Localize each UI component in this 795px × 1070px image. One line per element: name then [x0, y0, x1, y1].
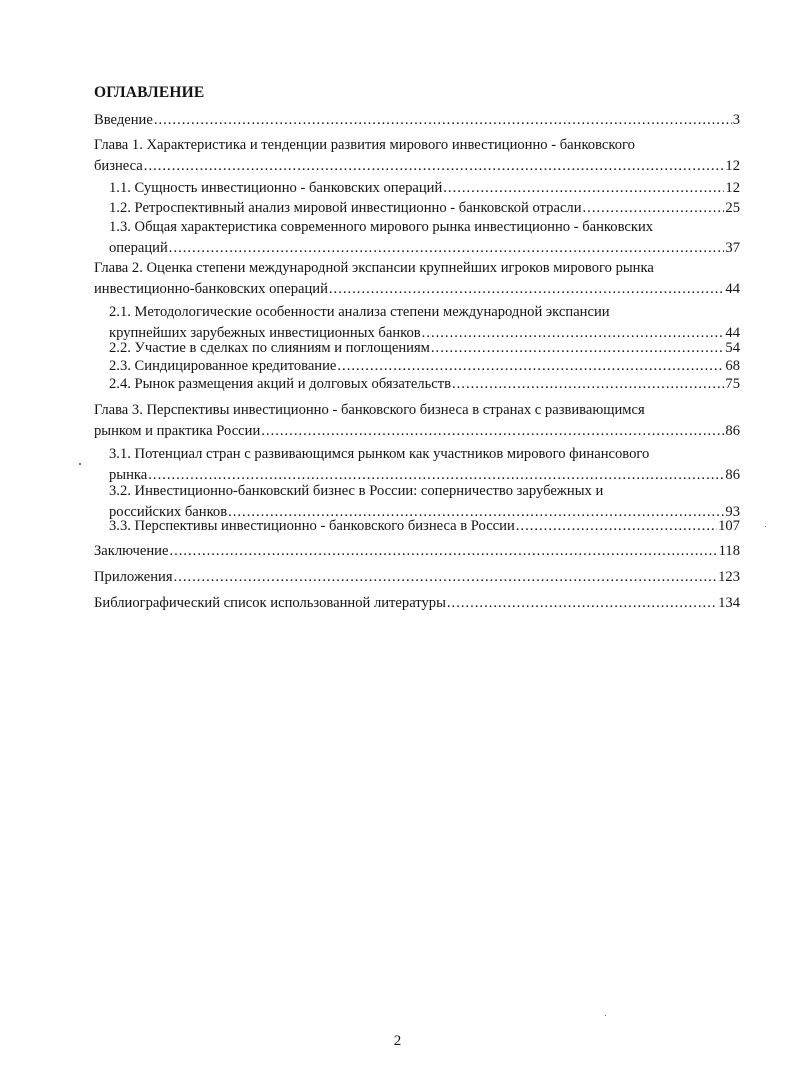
- page-number: 2: [393, 1033, 402, 1049]
- dot-leader: [261, 421, 724, 442]
- toc-page-number: 68: [725, 358, 740, 374]
- toc-page-number: 86: [725, 467, 740, 483]
- scan-speck: [605, 1015, 606, 1016]
- toc-line: [94, 567, 740, 588]
- toc-line: [109, 516, 740, 537]
- toc-entry-text: Глава 1. Характеристика и тенденции развития мирового инвестиционно - банковского: [94, 137, 635, 153]
- toc-line: [94, 279, 740, 300]
- toc-entry-text: 2.3. Синдицированное кредитование: [109, 358, 337, 374]
- toc-entry-text: 2.2. Участие в сделках по слияниям и поглощениям: [109, 340, 430, 356]
- toc-page-number: 86: [725, 423, 740, 439]
- dot-leader: [169, 238, 725, 259]
- dot-leader: [583, 198, 725, 219]
- toc-line: [109, 198, 740, 219]
- toc-entry-chapter-3: [94, 400, 740, 442]
- toc-page-number: 12: [725, 180, 740, 196]
- dot-leader: [452, 374, 724, 395]
- toc-entry-text: 1.3. Общая характеристика современного мирового рынка инвестиционно - банковских: [109, 219, 654, 235]
- toc-entry-text: 1.1. Сущность инвестиционно - банковских операций: [109, 180, 443, 196]
- toc-page-number: 75: [725, 376, 740, 392]
- toc-entry-text: Глава 2. Оценка степени международной экспансии крупнейших игроков мирового рынка: [94, 260, 654, 276]
- toc-line: [94, 593, 740, 614]
- toc-page-number: 123: [718, 569, 740, 585]
- toc-entry-text: операций: [109, 240, 168, 256]
- toc-line: [94, 421, 740, 442]
- toc-page-number: 37: [725, 240, 740, 256]
- dot-leader: [516, 516, 717, 537]
- toc-entry-text: 3.1. Потенциал стран с развивающимся рынком как участников мирового финансового: [109, 446, 650, 462]
- toc-entry-intro: [94, 110, 740, 131]
- toc-entry-section-1-1: [109, 178, 740, 199]
- toc-entry-text: Заключение: [94, 543, 169, 559]
- toc-title: ОГЛАВЛЕНИЕ: [94, 84, 205, 101]
- toc-entry-conclusion: [94, 541, 740, 562]
- scan-speck: [79, 463, 81, 465]
- toc-page-number: 93: [725, 504, 740, 520]
- toc-page-number: 107: [718, 518, 740, 534]
- toc-line: [109, 178, 740, 199]
- toc-entry-text: Введение: [94, 112, 153, 128]
- toc-page-number: 54: [725, 340, 740, 356]
- toc-entry-text: рынка: [109, 467, 148, 483]
- toc-line: [94, 541, 740, 562]
- toc-entry-section-3-1: [109, 444, 740, 486]
- toc-line: [109, 238, 740, 259]
- toc-entry-text: рынком и практика России: [94, 423, 261, 439]
- dot-leader: [154, 110, 732, 131]
- dot-leader: [329, 279, 725, 300]
- toc-entry-text: инвестиционно-банковских операций: [94, 281, 328, 297]
- toc-line: [94, 156, 740, 177]
- toc-entry-text: российских банков: [109, 504, 228, 520]
- toc-entry-text: Приложения: [94, 569, 173, 585]
- toc-entry-appendices: [94, 567, 740, 588]
- toc-entry-chapter-2: [94, 258, 740, 300]
- dot-leader: [169, 541, 717, 562]
- toc-entry-text: 3.3. Перспективы инвестиционно - банковского бизнеса в России: [109, 518, 515, 534]
- toc-entry-text: 1.2. Ретроспективный анализ мировой инвестиционно - банковской отрасли: [109, 200, 582, 216]
- toc-entry-section-1-2: [109, 198, 740, 219]
- toc-page-number: 3: [732, 112, 740, 128]
- toc-entry-text: Глава 3. Перспективы инвестиционно - банковского бизнеса в странах с развивающимся: [94, 402, 645, 418]
- dot-leader: [443, 178, 724, 199]
- dot-leader: [447, 593, 717, 614]
- toc-page-number: 12: [725, 158, 740, 174]
- toc-page-number: 44: [725, 281, 740, 297]
- toc-entry-text: 2.1. Методологические особенности анализа степени международной экспансии: [109, 304, 610, 320]
- toc-line: [109, 374, 740, 395]
- toc-entry-text: 2.4. Рынок размещения акций и долговых обязательств: [109, 376, 451, 392]
- toc-entry-section-1-3: [109, 217, 740, 259]
- toc-entry-text: 3.2. Инвестиционно-банковский бизнес в России: соперничество зарубежных и: [109, 483, 604, 499]
- scan-speck: [765, 526, 766, 527]
- toc-entry-section-2-4: [109, 374, 740, 395]
- toc-page-number: 118: [718, 543, 740, 559]
- toc-page-number: 134: [718, 595, 740, 611]
- dot-leader: [144, 156, 725, 177]
- toc-entry-section-3-3: [109, 516, 740, 537]
- toc-entry-text: крупнейших зарубежных инвестиционных банков: [109, 325, 421, 341]
- toc-line: [94, 110, 740, 131]
- toc-page-number: 25: [725, 200, 740, 216]
- toc-entry-bibliography: [94, 593, 740, 614]
- toc-entry-chapter-1: [94, 135, 740, 177]
- toc-page-number: 44: [725, 325, 740, 341]
- toc-entry-text: Библиографический список использованной литературы: [94, 595, 446, 611]
- toc-entry-text: бизнеса: [94, 158, 143, 174]
- dot-leader: [174, 567, 718, 588]
